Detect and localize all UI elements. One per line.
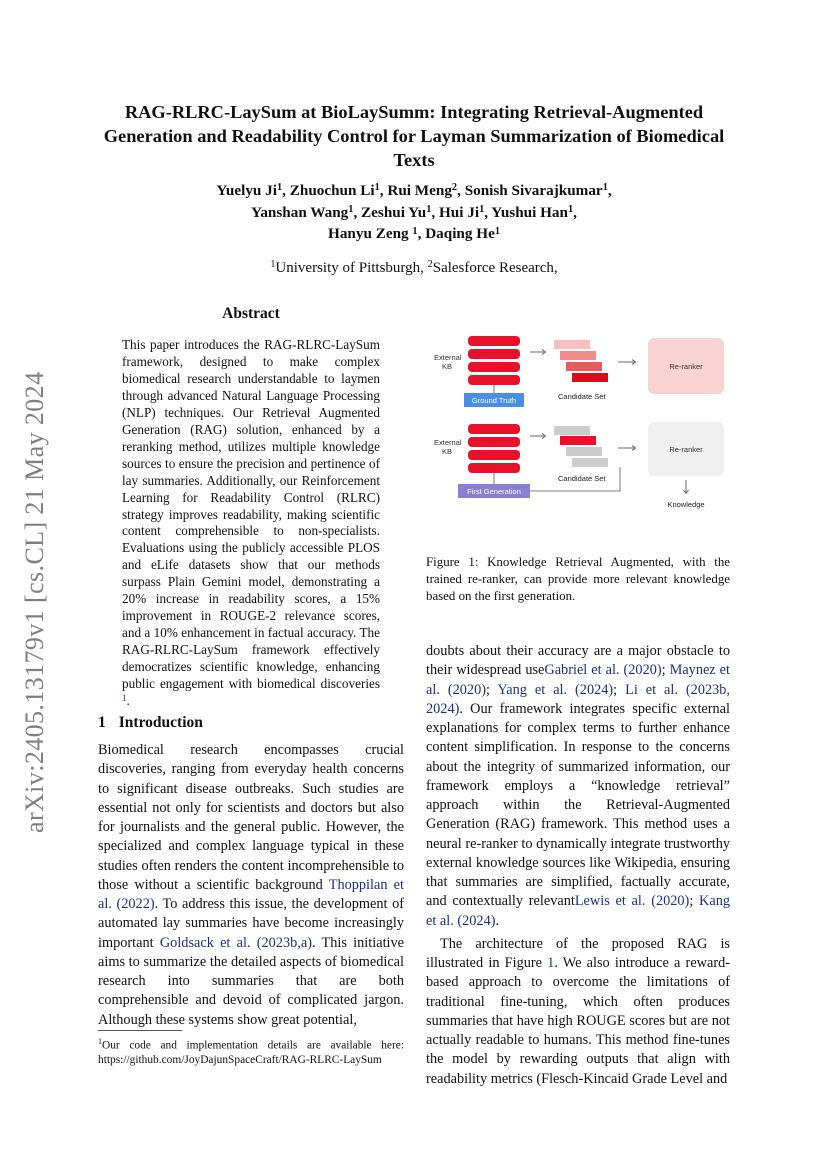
right-column-text: [426, 642, 730, 1089]
citation-link[interactable]: Lewis et al. (2020): [574, 893, 690, 910]
author: Hui Ji$^1$: [438, 203, 485, 221]
arrow-icon: [530, 350, 546, 355]
candidate-stack: [554, 426, 608, 467]
figure-caption: Figure 1: Knowledge Retrieval Augmented, with the trained re-ranker, can provide more relevant knowledge based on the first generation.: [426, 555, 730, 604]
footnote-rule: [98, 1030, 182, 1031]
arrow-down-icon: [684, 480, 689, 494]
kb-label: External: [434, 438, 462, 447]
citation-link[interactable]: Thoppilan et al. (2022): [98, 876, 404, 912]
figure-knowledge-retrieval: [426, 330, 730, 520]
reranker-label: Re-ranker: [669, 445, 703, 454]
ground-truth-label: Ground Truth: [471, 396, 517, 405]
candidate-stack: [554, 340, 608, 382]
author: Sonish Sivarajkumar$^1$: [464, 182, 608, 199]
database-icon: [468, 336, 520, 385]
reranker-label: Re-ranker: [669, 362, 703, 371]
author: Yuelyu Ji$^1$: [216, 182, 283, 199]
arrow-icon: [530, 434, 546, 439]
candidate-set-label: Candidate Set: [558, 474, 606, 483]
author: Zhuochun Li$^1$: [289, 182, 380, 199]
author: Yanshan Wang$^1$: [251, 203, 354, 221]
footnote: $^1$Our code and implementation details are available here: https://github.com/JoyDajunSpaceCraft/RAG-RLRC-LaySum: [98, 1037, 404, 1066]
database-icon: [468, 424, 520, 473]
first-generation-label: First Generation: [467, 487, 521, 496]
knowledge-label: Knowledge: [667, 500, 705, 509]
candidate-set-label: Candidate Set: [558, 392, 606, 401]
arrow-icon: [618, 360, 636, 365]
citation-link[interactable]: Goldsack et al. (2023b,a): [159, 934, 312, 951]
author: Yushui Han$^1$: [491, 203, 574, 221]
author-list: Yuelyu Ji$^1$, Zhuochun Li$^1$, Rui Meng$^2$, Sonish Sivarajkumar$^1$, Yanshan Wang$^1$, Zeshui Yu$^1$, Hui Ji$^1$, Yushui Han$^1$, Hanyu Zeng $^1$, Daqing He$^1$: [216, 182, 612, 243]
author: Hanyu Zeng $^1$: [328, 225, 418, 243]
citation-link[interactable]: Maynez et al. (2020): [426, 662, 730, 698]
kb-label: KB: [442, 447, 453, 456]
section-heading: 1 Introduction: [98, 714, 203, 731]
affiliations: $^1$University of Pittsburgh, $^2$Salesforce Research,: [270, 259, 558, 276]
arxiv-identifier: arXiv:2405.13179v1 [cs.CL] 21 May 2024: [20, 371, 49, 833]
paper-title: RAG-RLRC-LaySum at BioLaySumm: Integrating Retrieval-Augmented Generation and Readability Control for Layman Summarization of Biomedical Texts: [103, 102, 725, 171]
intro-paragraph: Biomedical research encompasses crucial discoveries, ranging from everyday health concerns to significant disease outbreaks. Such studies are essential not only for scientists and doctors but also for journalists and the general public. However, the specialized and complex language typical in these studies often renders the content incomprehensible to those without a scientific background Thoppilan et al. (2022). To address this issue, the development of automated lay summaries have become increasingly important Goldsack et al. (2023b,a). This initiative aims to summarize the detailed aspects of biomedical research into summaries that are both comprehensible and devoid of complicated jargon. Although these systems show great potential,: [98, 742, 405, 1028]
citation-link[interactable]: Yang et al. (2024): [497, 681, 614, 698]
arrow-icon: [618, 446, 636, 451]
body-paragraph: The architecture of the proposed RAG is illustrated in Figure 1. We also introduce a reward-based approach to overcome the limitations of traditional fine-tuning, which often produces summaries that have high ROUGE scores but are not actually readable to humans. This method fine-tunes the model by rewarding outputs that align with readability metrics (Flesch-Kincaid Grade Level and: [426, 935, 731, 1087]
body-paragraph: doubts about their accuracy are a major obstacle to their widespread useGabriel et al. (2020); Maynez et al. (2020); Yang et al. (2024); Li et al. (2023b, 2024). Our framework integrates specific external explanations for complex terms to further enhance content simplification. In response to the concerns about the integrity of summarized information, our framework employs a “knowledge retrieval” approach within the Retrieval-Augmented Generation (RAG) framework. This method uses a neural re-ranker to dynamically integrate trustworthy external knowledge sources like Wikipedia, ensuring that summaries are simplified, factually accurate, and contextually relevantLewis et al. (2020); Kang et al. (2024).: [426, 643, 730, 929]
author: Rui Meng$^2$: [387, 182, 458, 199]
kb-label: KB: [442, 362, 453, 371]
citation-link[interactable]: Kang et al. (2024): [426, 893, 730, 929]
footnote-ref[interactable]: 1: [122, 692, 127, 703]
abstract-text: This paper introduces the RAG-RLRC-LaySum framework, designed to make complex biomedical research understandable to laymen through advanced Natural Language Processing (NLP) techniques. Our Retrieval Augmented Generation (RAG) solution, enhanced by a reranking method, utilizes multiple knowledge sources to ensure the precision and pertinence of lay summaries. Additionally, our Reinforcement Learning for Readability Control (RLRC) strategy improves readability, making scientific content comprehensible to non-specialists. Evaluations using the publicly accessible PLOS and eLife datasets show that our methods surpass Plain Gemini model, demonstrating a 20% increase in readability scores, a 15% improvement in ROUGE-2 relevance scores, and a 10% enhancement in factual accuracy. The RAG-RLRC-LaySum framework effectively democratizes scientific knowledge, enhancing public engagement with biomedical discoveries $^1$.: [122, 337, 380, 709]
author: Zeshui Yu$^1$: [361, 203, 432, 221]
author: Daqing He$^1$: [425, 225, 500, 243]
citation-link[interactable]: Li et al. (2023b, 2024): [426, 681, 730, 717]
abstract-heading: Abstract: [222, 305, 280, 322]
figure-ref-link[interactable]: 1: [547, 955, 555, 971]
citation-link[interactable]: Gabriel et al. (2020): [544, 662, 662, 679]
kb-label: External: [434, 353, 462, 362]
